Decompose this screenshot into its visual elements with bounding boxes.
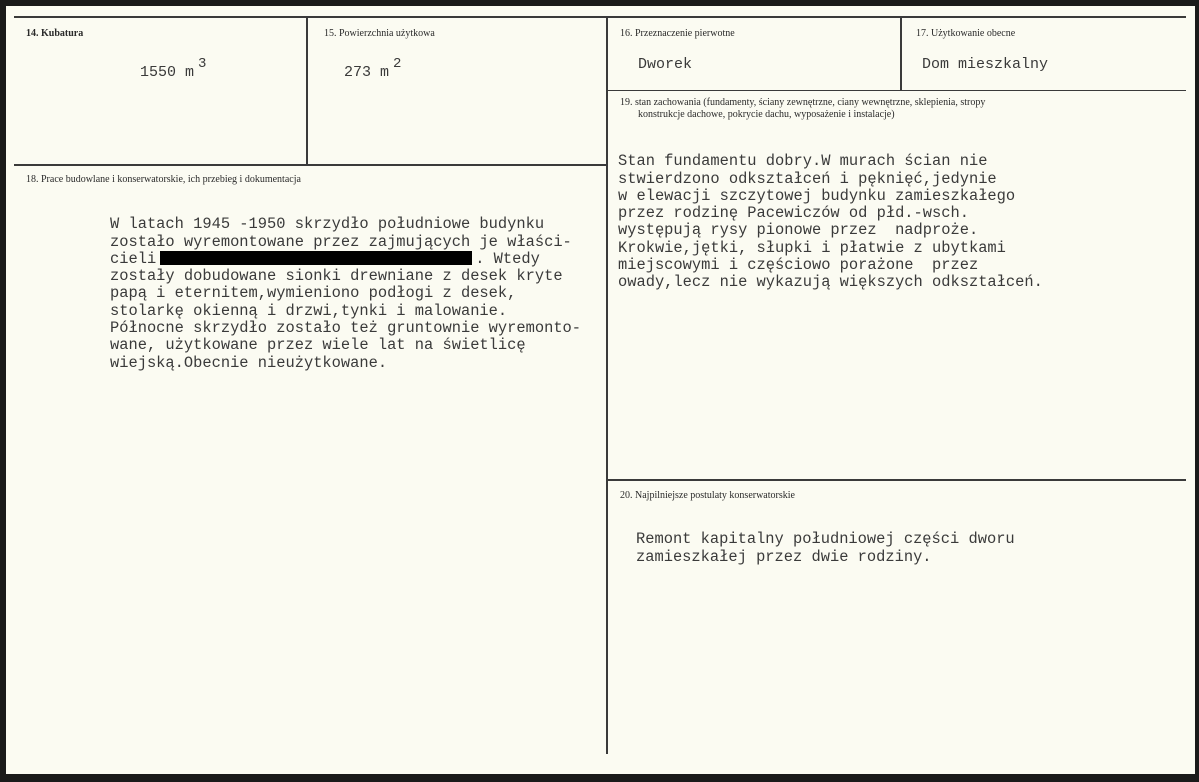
field-19-label-line-2: konstrukcje dachowe, pokrycie dachu, wyposażenie i instalacje) xyxy=(638,109,895,120)
field-19-line-2: stwierdzono odkształceń i pęknięć,jedynie xyxy=(618,169,997,188)
row-divider-left xyxy=(14,164,606,166)
field-19-line-6: Krokwie,jętki, słupki i płatwie z ubytkami xyxy=(618,238,1006,257)
field-14-value xyxy=(140,56,206,81)
divider-14-15 xyxy=(306,18,308,164)
field-18-line-3-end: . Wtedy xyxy=(475,249,540,268)
field-15-exponent: 2 xyxy=(393,56,402,72)
field-14-exponent: 3 xyxy=(198,56,207,72)
field-20-label: 20. Najpilniejsze postulaty konserwatorskie xyxy=(620,490,795,501)
field-19-line-1: Stan fundamentu dobry.W murach ścian nie xyxy=(618,152,988,171)
field-19-line-7: miejscowymi i częściowo porażone przez xyxy=(618,256,979,275)
row-divider-right-top xyxy=(608,90,1186,91)
field-17-label: 17. Użytkowanie obecne xyxy=(916,28,1016,39)
field-18-line-3-start: cieli xyxy=(110,249,157,268)
field-19-line-5: występują rysy pionowe przez nadproże. xyxy=(618,221,979,240)
field-18-text xyxy=(110,199,581,372)
top-border xyxy=(14,16,1186,18)
field-19-line-3: w elewacji szczytowej budynku zamieszkałego xyxy=(618,186,1016,205)
redaction-bar xyxy=(160,251,472,265)
field-15-label: 15. Powierzchnia użytkowa xyxy=(324,28,435,39)
field-20-line-1: Remont kapitalny południowej części dworu xyxy=(636,530,1015,549)
center-divider xyxy=(606,18,608,754)
field-19-line-4: przez rodzinę Pacewiczów od płd.-wsch. xyxy=(618,204,969,223)
field-18-line-9: wiejską.Obecnie nieużytkowane. xyxy=(110,353,388,372)
field-18-line-3 xyxy=(110,250,540,268)
field-15-value xyxy=(344,56,401,81)
field-20-text xyxy=(636,514,1015,566)
field-20-line-2: zamieszkałej przez dwie rodziny. xyxy=(636,547,932,566)
field-18-label: 18. Prace budowlane i konserwatorskie, ich przebieg i dokumentacja xyxy=(26,174,301,185)
field-18-line-8: wane, użytkowane przez wiele lat na świetlicę xyxy=(110,336,526,355)
field-18-line-2: zostało wyremontowane przez zajmujących je właści- xyxy=(110,232,572,251)
record-card xyxy=(6,6,1195,774)
field-18-line-7: Północne skrzydło zostało też gruntownie wyremonto- xyxy=(110,319,582,338)
field-16-value: Dworek xyxy=(638,56,693,73)
field-19-text xyxy=(618,136,1043,292)
field-14-label: 14. Kubatura xyxy=(26,28,84,39)
field-16-label: 16. Przeznaczenie pierwotne xyxy=(620,28,735,39)
field-19-label-line-1: 19. stan zachowania (fundamenty, ściany zewnętrzne, ciany wewnętrzne, sklepienia, stropy xyxy=(620,97,986,108)
field-18-line-1: W latach 1945 -1950 skrzydło południowe budynku xyxy=(110,215,545,234)
row-divider-right-bottom xyxy=(608,479,1186,481)
field-19-line-8: owady,lecz nie wykazują większych odkształceń. xyxy=(618,273,1043,292)
field-18-line-6: stolarkę okienną i drzwi,tynki i malowanie. xyxy=(110,301,508,320)
field-14-value-text: 1550 m xyxy=(140,64,195,81)
divider-16-17 xyxy=(900,18,902,90)
field-15-value-text: 273 m xyxy=(344,64,390,81)
field-17-value: Dom mieszkalny xyxy=(922,56,1049,73)
field-18-line-4: zostały dobudowane sionki drewniane z desek kryte xyxy=(110,267,563,286)
field-18-line-5: papą i eternitem,wymieniono podłogi z desek, xyxy=(110,284,517,303)
